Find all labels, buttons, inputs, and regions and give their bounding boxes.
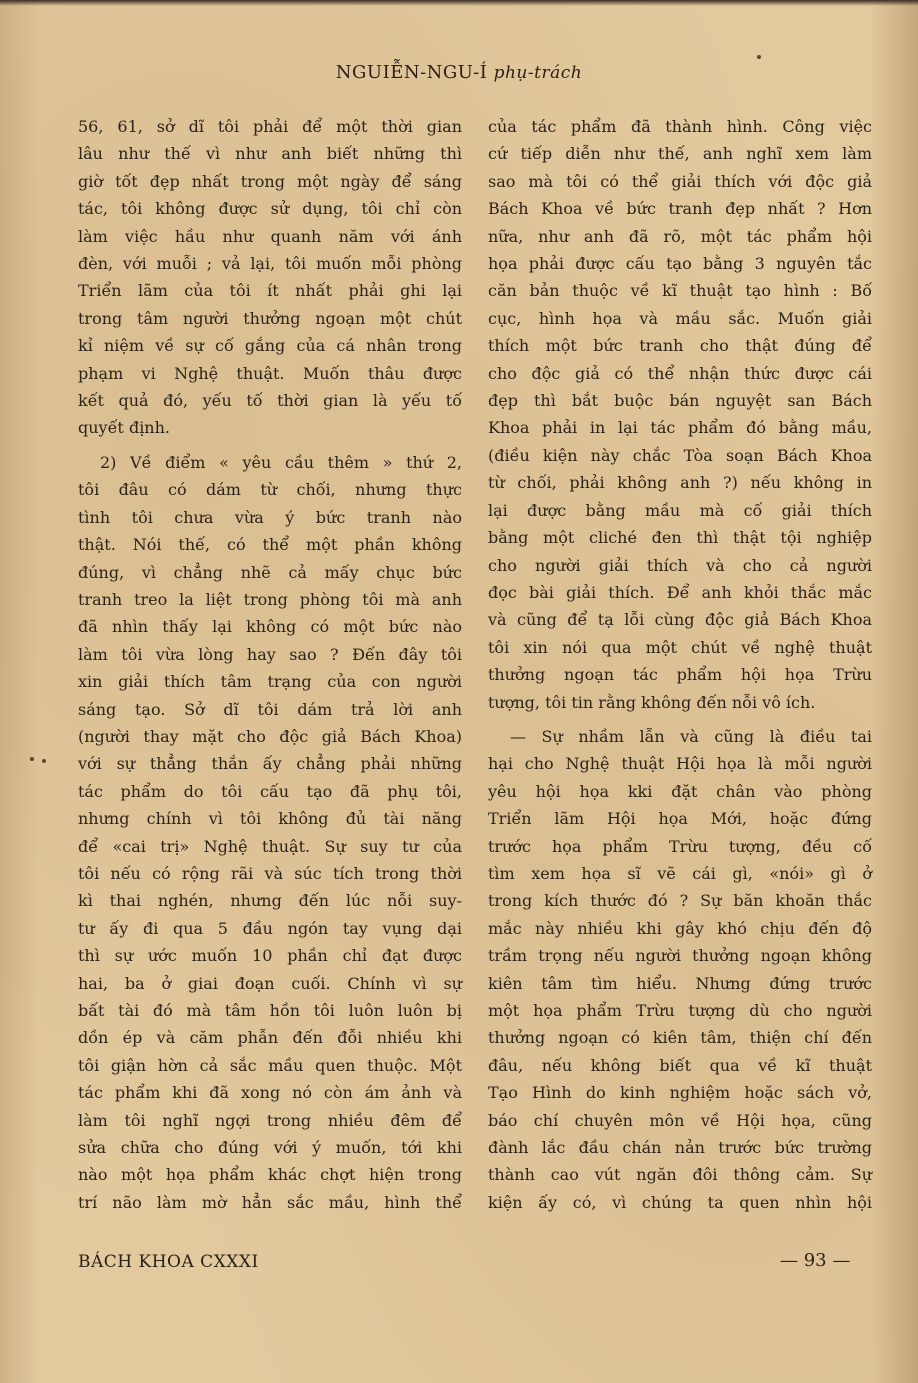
text-line: tình tôi chưa vừa ý bức tranh nào	[78, 507, 462, 527]
text-line: (điều kiện này chắc Tòa soạn Bách Khoa	[488, 445, 872, 465]
text-line: cho độc giả có thể nhận thức được cái	[488, 363, 872, 383]
text-line: để «cai trị» Nghệ thuật. Sự suy tư của	[78, 836, 462, 856]
text-line: quyết định.	[78, 418, 170, 438]
text-line: tranh treo la liệt trong phòng tôi mà anh	[78, 589, 462, 609]
text-line: hại cho Nghệ thuật Hội họa là mỗi người	[488, 754, 872, 774]
text-line: bất tài đó mà tâm hồn tôi luôn luôn bị	[78, 1001, 462, 1020]
text-line: sửa chữa cho đúng với ý muốn, tới khi	[78, 1138, 462, 1158]
text-line: của tác phẩm đã thành hình. Công việc	[488, 117, 872, 136]
text-line: nhưng chính vì tôi không đủ tài năng	[78, 809, 462, 829]
text-line: một họa phẩm Trừu tượng dù cho người	[488, 1001, 872, 1020]
text-line: đành lắc đầu chán nản trước bức trường	[488, 1138, 872, 1158]
text-line: Tạo Hình do kinh nghiệm hoặc sách vở,	[488, 1083, 872, 1103]
text-line: dồn ép và căm phẫn đến đỗi nhiều khi	[78, 1028, 462, 1048]
footer-page-number: — 93 —	[780, 1250, 851, 1271]
text-line: làm việc hầu như quanh năm với ánh	[78, 226, 462, 246]
header-role: phụ-trách	[493, 63, 583, 83]
text-line: lâu như thế vì như anh biết những thì	[78, 144, 462, 164]
page-top-edge	[0, 0, 918, 6]
text-line: tư ấy đi qua 5 đầu ngón tay vụng dại	[78, 918, 462, 938]
text-line: kết quả đó, yếu tố thời gian là yếu tố	[78, 391, 462, 411]
text-line: kỉ niệm về sự cố gắng của cá nhân trong	[78, 336, 462, 356]
text-line: trong kích thước đó ? Sự băn khoăn thắc	[488, 891, 872, 911]
text-line: tôi giận hờn cả sắc mầu quen thuộc. Một	[78, 1055, 462, 1075]
text-line: đúng, vì chẳng nhẽ cả mấy chục bức	[78, 562, 462, 582]
ink-speck	[757, 55, 761, 59]
text-line: tìm xem họa sĩ vẽ cái gì, «nói» gì ở	[488, 863, 872, 883]
text-line: kì thai nghén, nhưng đến lúc nỗi suy-	[78, 891, 462, 911]
text-line: xin giải thích tâm trạng của con người	[78, 672, 462, 692]
text-line: nữa, như anh đã rõ, một tác phẩm hội	[488, 226, 872, 246]
text-line: đã nhìn thấy lại không có một bức nào	[78, 617, 462, 637]
text-line: tôi đâu có dám từ chối, nhưng thực	[78, 480, 462, 500]
text-line: cho người giải thích và cho cả người	[488, 555, 872, 575]
text-line: Khoa phải in lại tác phẩm đó bằng mầu,	[488, 418, 872, 438]
text-line: (người thay mặt cho độc giả Bách Khoa)	[78, 726, 462, 746]
right-column	[488, 113, 872, 1216]
text-line: kiện ấy có, vì chúng ta quen nhìn hội	[488, 1192, 872, 1212]
text-line: sáng tạo. Sở dĩ tôi dám trả lời anh	[78, 699, 462, 719]
text-line: bằng một cliché đen thì thật tội nghiệp	[488, 528, 872, 548]
text-line: thì sự ước muốn 10 phần chỉ đạt được	[78, 946, 462, 966]
text-line: thưởng ngoạn có kiên tâm, thiện chí đến	[488, 1028, 872, 1048]
text-line: trước họa phẩm Trừu tượng, đều cố	[488, 836, 872, 856]
text-line: làm tôi nghĩ ngợi trong nhiều đêm để	[78, 1110, 462, 1130]
text-line: tôi xin nói qua một chút về nghệ thuật	[488, 637, 872, 657]
text-line: cục, hình họa và mầu sắc. Muốn giải	[488, 308, 872, 328]
text-line: hai, ba ở giai đoạn cuối. Chính vì sự	[78, 973, 462, 993]
text-line: từ chối, phải không anh ?) nếu không in	[488, 473, 872, 493]
text-line: trí não làm mờ hẳn sắc mầu, hình thể	[78, 1192, 462, 1212]
text-line: đâu, nếu không biết qua về kĩ thuật	[488, 1055, 872, 1075]
text-line: 2) Về điểm « yêu cầu thêm » thứ 2,	[100, 452, 462, 472]
text-line: thích một bức tranh cho thật đúng để	[488, 336, 872, 356]
text-line: thật. Nói thế, có thể một phần không	[78, 535, 462, 555]
text-line: báo chí chuyên môn về Hội họa, cũng	[488, 1110, 872, 1130]
text-line: tác phẩm khi đã xong nó còn ám ảnh và	[78, 1083, 462, 1103]
text-line: tác, tôi không được sử dụng, tôi chỉ còn	[78, 199, 462, 219]
text-line: Bách Khoa về bức tranh đẹp nhất ? Hơn	[488, 199, 872, 219]
text-line: căn bản thuộc về kĩ thuật tạo hình : Bố	[488, 281, 872, 301]
text-line: thưởng ngoạn tác phẩm hội họa Trừu	[488, 665, 872, 685]
text-line: — Sự nhầm lẫn và cũng là điều tai	[510, 726, 872, 746]
text-line: yêu hội họa kki đặt chân vào phòng	[488, 781, 872, 801]
text-line: đèn, với muỗi ; vả lại, tôi muốn mỗi phòng	[78, 254, 462, 274]
paragraph-gap	[488, 716, 872, 723]
text-line: giờ tốt đẹp nhất trong một ngày để sáng	[78, 171, 462, 191]
text-line: nào một họa phẩm khác chợt hiện trong	[78, 1165, 462, 1185]
text-line: Triển lãm của tôi ít nhất phải ghi lại	[78, 281, 462, 301]
ink-speck	[30, 757, 34, 761]
page-header	[0, 62, 918, 83]
text-line: tôi nếu có rộng rãi và súc tích trong thời	[78, 863, 462, 883]
text-line: họa phải được cấu tạo bằng 3 nguyên tắc	[488, 254, 872, 274]
text-line: lại được bằng mầu mà cố giải thích	[488, 500, 872, 520]
header-author: NGUIỄN-NGU-Í	[335, 62, 488, 83]
text-line: Triển lãm Hội họa Mới, hoặc đứng	[488, 809, 872, 829]
text-line: mắc này nhiều khi gây khó chịu đến độ	[488, 918, 872, 938]
text-line: tác phẩm do tôi cấu tạo đã phụ tôi,	[78, 781, 462, 801]
text-line: phạm vi Nghệ thuật. Muốn thâu được	[78, 363, 462, 383]
text-line: thành cao vút ngăn đôi thông cảm. Sự	[488, 1165, 872, 1185]
ink-speck	[42, 759, 46, 763]
text-line: sao mà tôi có thể giải thích với độc giả	[488, 171, 872, 191]
text-line: 56, 61, sở dĩ tôi phải để một thời gian	[78, 117, 462, 136]
paragraph-gap	[78, 442, 462, 449]
text-line: tượng, tôi tin rằng không đến nỗi vô ích.	[488, 692, 816, 712]
text-line: trầm trọng nếu người thưởng ngoạn không	[488, 946, 872, 966]
text-line: và cũng để tạ lỗi cùng độc giả Bách Khoa	[488, 610, 872, 630]
text-line: đọc bài giải thích. Để anh khỏi thắc mắc	[488, 582, 872, 602]
text-line: đẹp thì bắt buộc bán nguyệt san Bách	[488, 391, 872, 411]
text-line: với sự thẳng thắn ấy chẳng phải những	[78, 754, 462, 774]
text-line: cứ tiếp diễn như thế, anh nghĩ xem làm	[488, 144, 872, 164]
text-line: trong tâm người thưởng ngoạn một chút	[78, 308, 462, 328]
left-column	[78, 113, 462, 1216]
text-line: làm tôi vừa lòng hay sao ? Đến đây tôi	[78, 644, 462, 664]
footer-publication: BÁCH KHOA CXXXI	[78, 1252, 259, 1272]
text-line: kiên tâm tìm hiểu. Nhưng đứng trước	[488, 973, 872, 993]
